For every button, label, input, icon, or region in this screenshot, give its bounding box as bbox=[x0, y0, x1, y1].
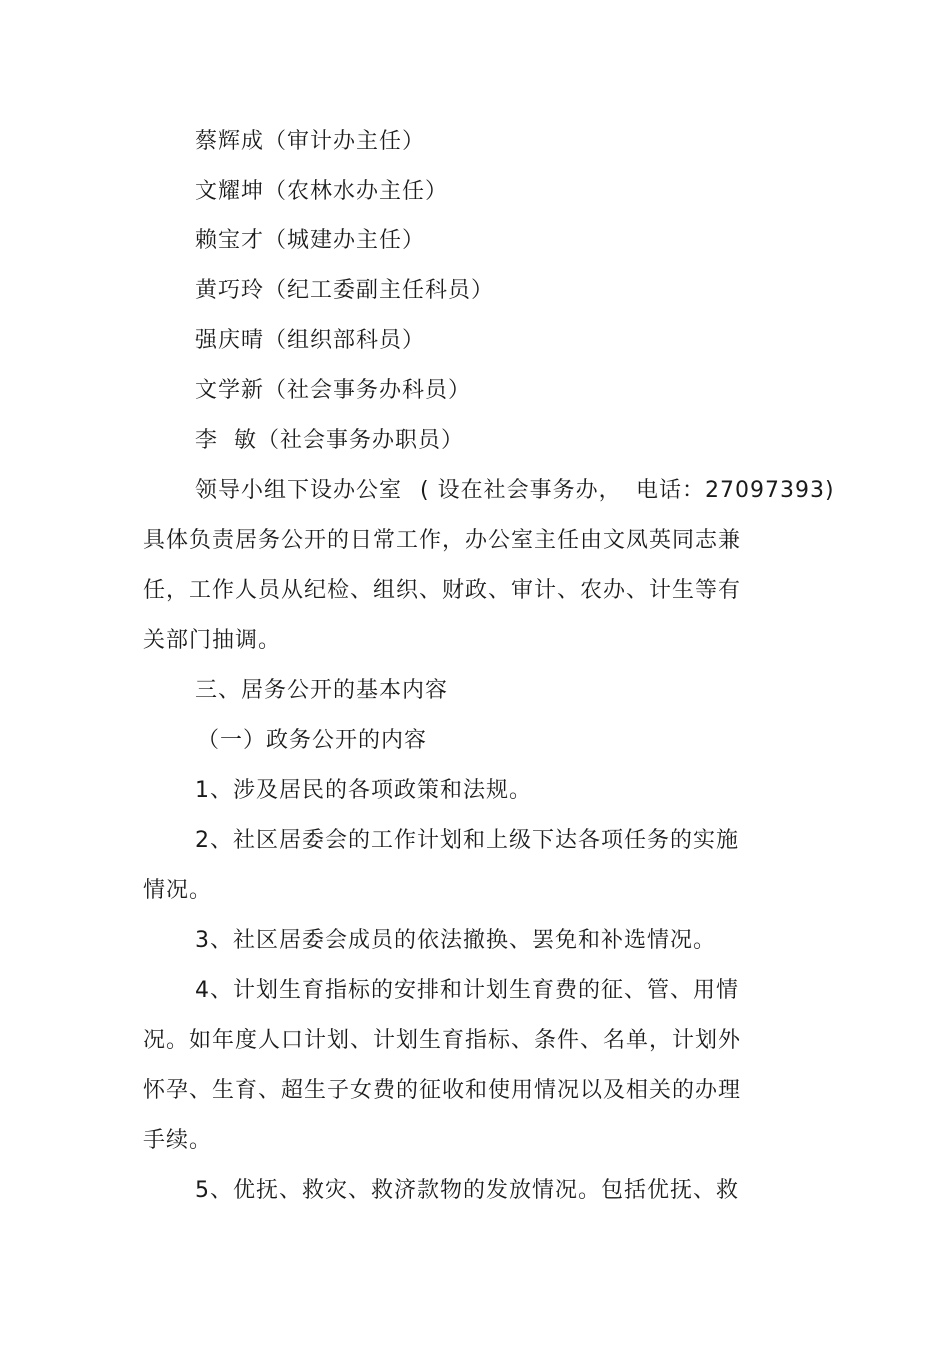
section-heading: 三、居务公开的基本内容 bbox=[195, 678, 449, 703]
paragraph-line: 任，工作人员从纪检、组织、财政、审计、农办、计生等有 bbox=[143, 578, 742, 603]
paragraph-line: 具体负责居务公开的日常工作，办公室主任由文凤英同志兼 bbox=[143, 528, 742, 553]
list-item-continuation: 手续。 bbox=[143, 1128, 213, 1153]
list-item: 1、涉及居民的各项政策和法规。 bbox=[195, 778, 532, 803]
member-line: 黄巧玲（纪工委副主任科员） bbox=[195, 278, 495, 303]
member-line: 李 敏（社会事务办职员） bbox=[195, 428, 464, 453]
list-item-continuation: 怀孕、生育、超生子女费的征收和使用情况以及相关的办理 bbox=[143, 1078, 742, 1103]
list-item: 3、社区居委会成员的依法撤换、罢免和补选情况。 bbox=[195, 928, 716, 953]
list-item-continuation: 情况。 bbox=[143, 878, 213, 903]
member-line: 强庆晴（组织部科员） bbox=[195, 328, 426, 353]
paragraph-line: 关部门抽调。 bbox=[143, 628, 282, 653]
member-line: 文学新（社会事务办科员） bbox=[195, 378, 472, 403]
subsection-heading: （一）政务公开的内容 bbox=[197, 728, 428, 753]
list-item: 5、优抚、救灾、救济款物的发放情况。包括优抚、救 bbox=[195, 1178, 739, 1203]
member-line: 蔡辉成（审计办主任） bbox=[195, 129, 426, 154]
member-line: 文耀坤（农林水办主任） bbox=[195, 179, 449, 204]
office-line-phone: 电话：27097393) bbox=[636, 478, 835, 503]
member-line: 赖宝才（城建办主任） bbox=[195, 228, 426, 253]
list-item-continuation: 况。如年度人口计划、计划生育指标、条件、名单，计划外 bbox=[143, 1028, 742, 1053]
list-item: 2、社区居委会的工作计划和上级下达各项任务的实施 bbox=[195, 828, 739, 853]
office-line-middle: ( 设在社会事务办， bbox=[420, 478, 622, 503]
list-item: 4、计划生育指标的安排和计划生育费的征、管、用情 bbox=[195, 978, 739, 1003]
office-line-left: 领导小组下设办公室 bbox=[195, 478, 403, 503]
office-line bbox=[195, 476, 402, 506]
